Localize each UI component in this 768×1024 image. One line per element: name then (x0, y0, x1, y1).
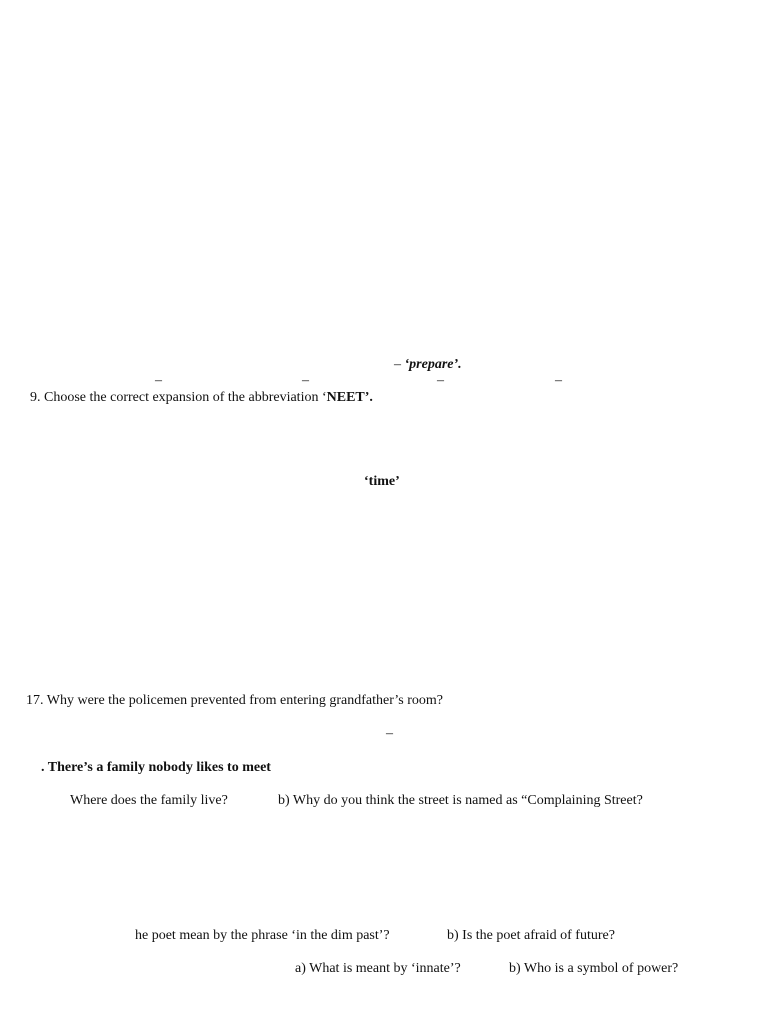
prepare-dash: – (394, 357, 401, 372)
mid-dash: – (386, 726, 393, 741)
poem-2-question-a: he poet mean by the phrase ‘in the dim past’? (135, 928, 390, 943)
poem-1-question-a: Where does the family live? (70, 793, 228, 808)
question-9-abbreviation: NEET’. (326, 390, 373, 405)
poem-3-question-a: a) What is meant by ‘innate’? (295, 961, 461, 976)
prepare-word: ‘prepare’. (404, 357, 462, 372)
option-dash-2: – (302, 373, 309, 388)
poem-1-heading: . There’s a family nobody likes to meet (41, 760, 271, 775)
option-dash-4: – (555, 373, 562, 388)
question-9 (30, 389, 373, 407)
question-17: 17. Why were the policemen prevented from entering grandfather’s room? (26, 693, 443, 708)
poem-1-question-b: b) Why do you think the street is named as “Complaining Street? (278, 793, 643, 808)
option-dash-1: – (155, 373, 162, 388)
question-9-text: 9. Choose the correct expansion of the abbreviation ‘ (30, 390, 327, 405)
time-word: ‘time’ (364, 474, 400, 489)
poem-3-question-b: b) Who is a symbol of power? (509, 961, 679, 976)
poem-2-question-b: b) Is the poet afraid of future? (447, 928, 615, 943)
option-dash-3: – (437, 373, 444, 388)
prepare-fragment (394, 356, 462, 374)
